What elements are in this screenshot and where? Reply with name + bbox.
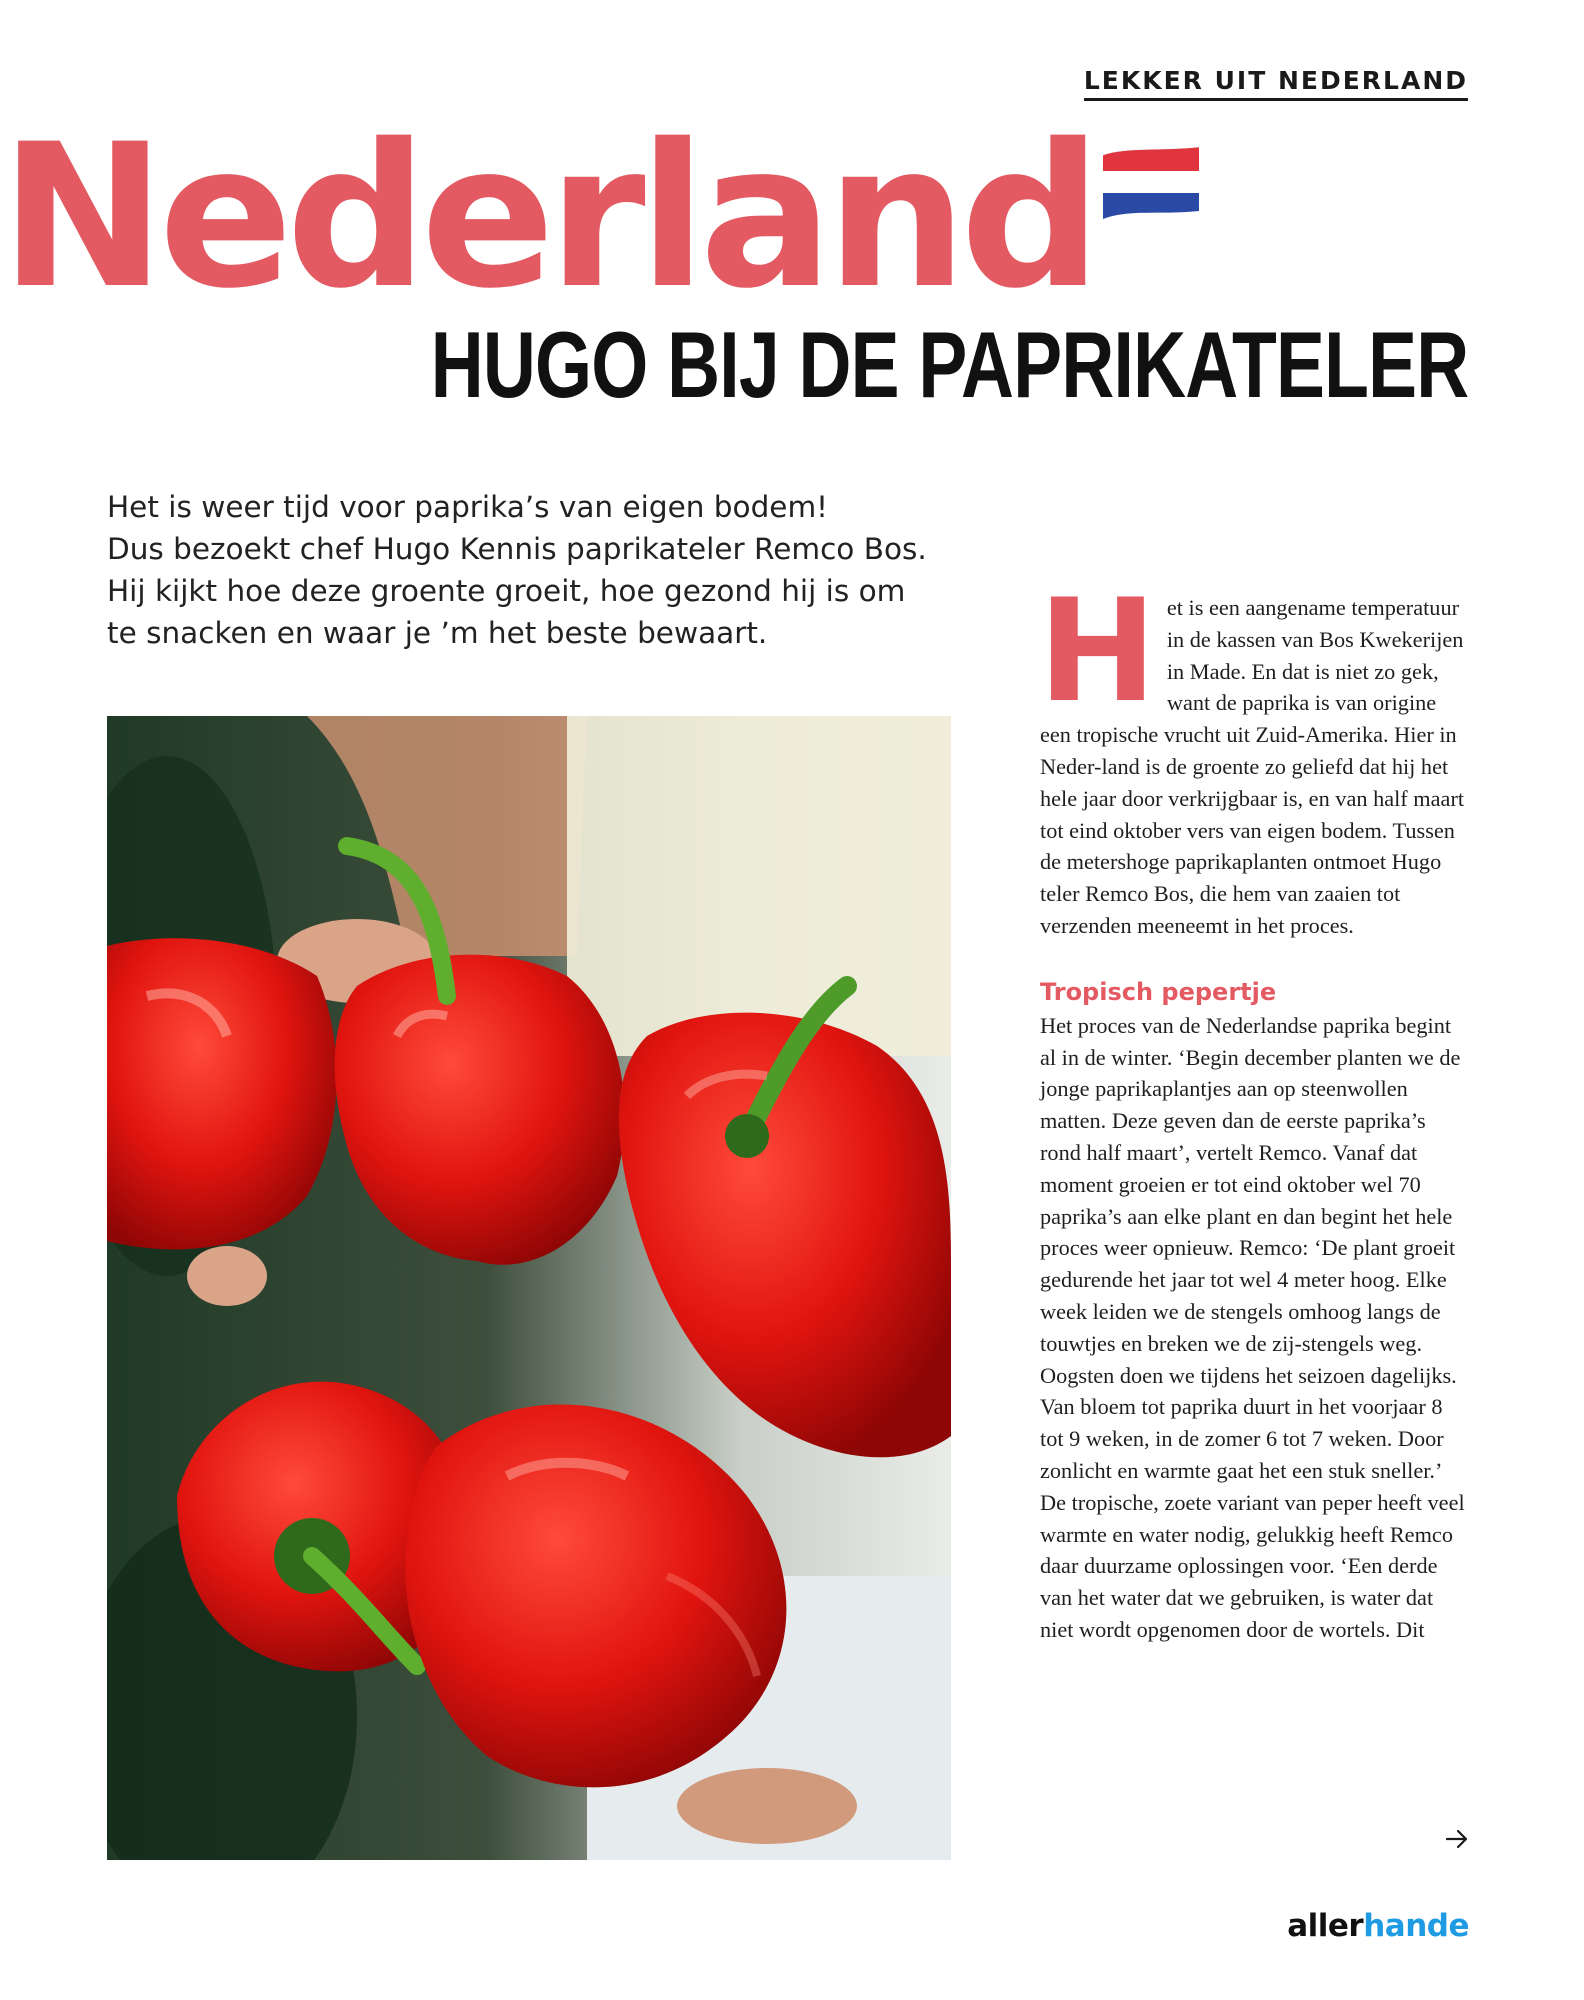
intro-line: te snacken en waar je ’m het beste bewaart. — [107, 616, 768, 650]
intro-text — [107, 486, 987, 654]
netherlands-flag-icon — [1101, 147, 1201, 219]
arrow-right-icon[interactable] — [1444, 1826, 1470, 1852]
intro-line: Dus bezoekt chef Hugo Kennis paprikateler Remco Bos. — [107, 532, 927, 566]
intro-line: Het is weer tijd voor paprika’s van eigen bodem! — [107, 490, 829, 524]
brand-logo — [1287, 1908, 1469, 1944]
flag-red-stripe — [1101, 147, 1201, 173]
brand-logo-part1: aller — [1287, 1908, 1364, 1944]
article-paragraph: Het proces van de Nederlandse paprika begint al in de winter. ‘Begin december planten we de jonge paprikaplantjes aan op steenwollen matten. Deze geven dan de eerste paprika’s rond half maart’, vertelt Remco. Vanaf dat moment groeien er tot eind oktober wel 70 paprika’s aan elke plant en dan begint het hele proces weer opnieuw. Remco: ‘De plant groeit gedurende het jaar tot wel 4 meter hoog. Elke week leiden we de stengels omhoog langs de touwtjes en breken we de zij-stengels weg. Oogsten doen we tijdens het seizoen dagelijks. Van bloem tot paprika duurt in het voorjaar 8 tot 9 weken, in de zomer 6 tot 7 weken. Door zonlicht en warmte gaat het een stuk sneller.’ De tropische, zoete variant van peper heeft veel warmte en water nodig, gelukkig heeft Remco daar duurzame oplossingen voor. ‘Een derde van het water dat we gebruiken, is water dat niet wordt opgenomen door de wortels. Dit — [1040, 1012, 1465, 1642]
paragraph-text: et is een aangename temperatuur in de kassen van Bos Kwekerijen in Made. En dat is niet zo gek, want de paprika is van origine een tropische vrucht uit Zuid-Amerika. Hier in Neder-land is de groente zo geliefd dat hij het hele jaar door verkrijgbaar is, en van half maart tot eind oktober vers van eigen bodem. Tussen de metershoge paprikaplanten ontmoet Hugo teler Remco Bos, die hem van zaaien tot verzenden meeneemt in het proces. — [1040, 595, 1465, 938]
article-paragraph — [1038, 569, 1470, 942]
drop-cap: H — [1038, 569, 1157, 734]
article-subheading: Tropisch pepertje — [1040, 977, 1277, 1006]
intro-line: Hij kijkt hoe deze groente groeit, hoe gezond hij is om — [107, 574, 906, 608]
peppers-photo — [107, 716, 951, 1860]
page-title: Nederland — [0, 101, 1095, 332]
brand-logo-part2: hande — [1363, 1908, 1469, 1944]
article-subtitle: HUGO BIJ DE PAPRIKATELER — [430, 312, 1468, 417]
flag-white-stripe — [1101, 171, 1201, 195]
article-body — [1038, 569, 1470, 1646]
section-label: LEKKER UIT NEDERLAND — [1084, 66, 1468, 101]
flag-blue-stripe — [1101, 193, 1201, 219]
